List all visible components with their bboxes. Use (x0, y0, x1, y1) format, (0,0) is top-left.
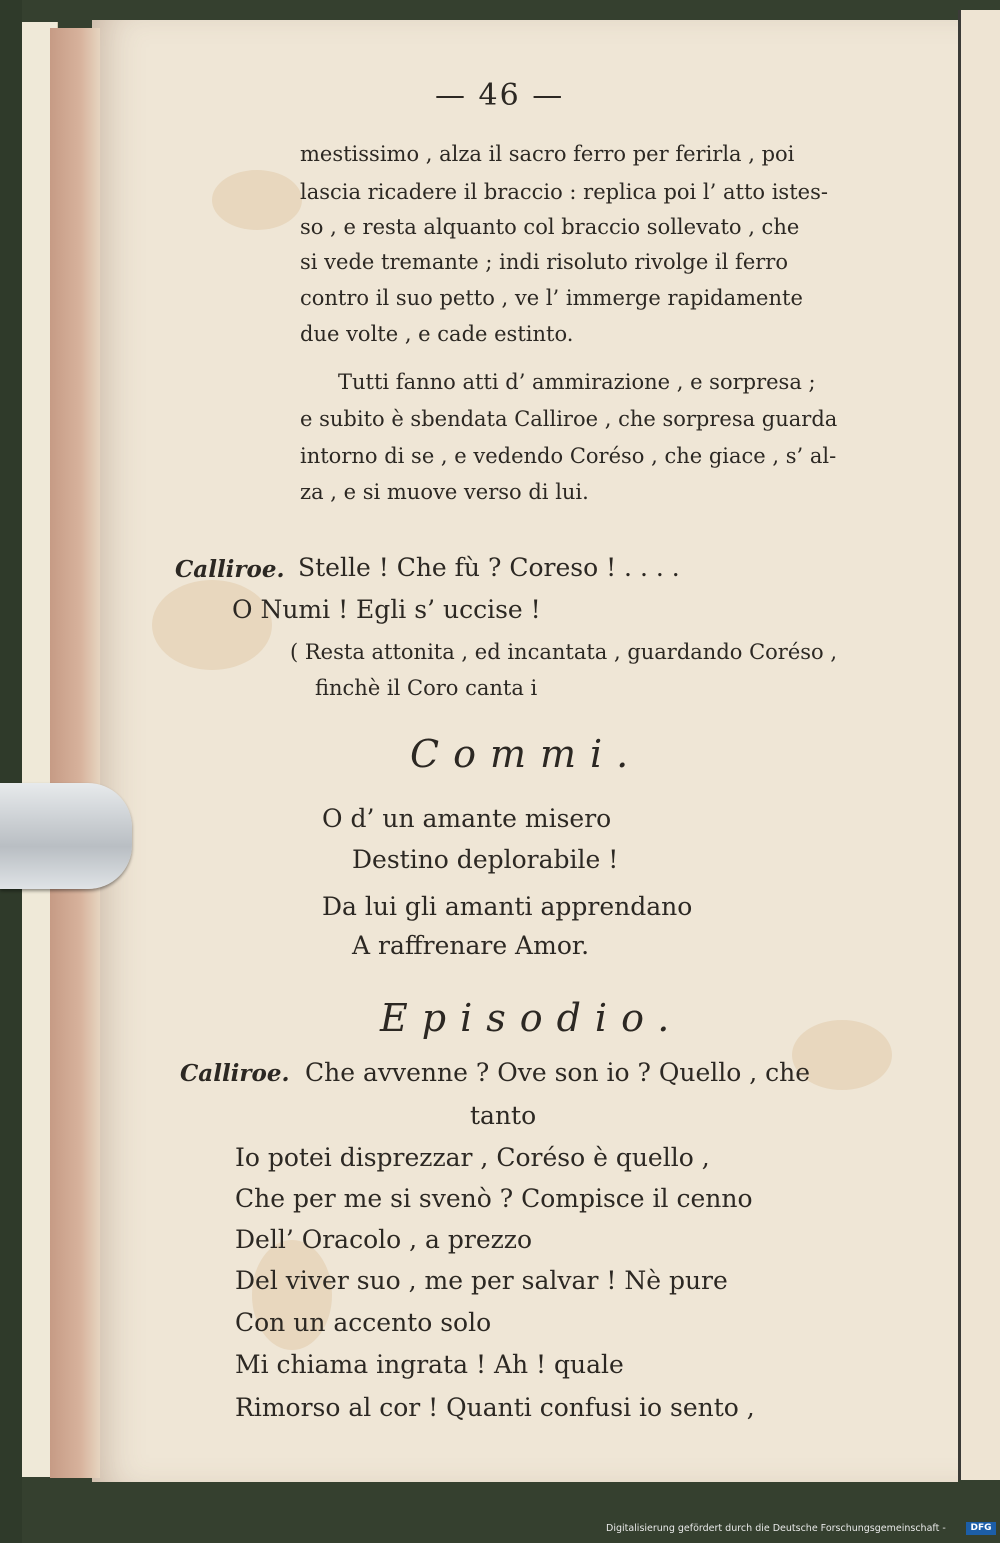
paragraph-line: si vede tremante ; indi risoluto rivolge il ferro (300, 250, 788, 274)
paragraph-line: contro il suo petto , ve l’ immerge rapidamente (300, 286, 803, 310)
stage-direction: ( Resta attonita , ed incantata , guardando Coréso , (290, 640, 838, 664)
page-number: — 46 — (435, 78, 565, 113)
paragraph-line: e subito è sbendata Calliroe , che sorpresa guarda (300, 407, 838, 431)
speaker-name: Calliroe. (180, 1060, 290, 1087)
verse-line: Che per me si svenò ? Compisce il cenno (235, 1184, 753, 1213)
paragraph-line: Tutti fanno atti d’ ammirazione , e sorpresa ; (338, 370, 816, 394)
verse-line: tanto (470, 1101, 537, 1130)
paragraph-line: mestissimo , alza il sacro ferro per ferirla , poi (300, 142, 795, 166)
verse-line: Del viver suo , me per salvar ! Nè pure (235, 1266, 728, 1295)
verse-line: Mi chiama ingrata ! Ah ! quale (235, 1350, 624, 1379)
chorus-line: Da lui gli amanti apprendano (322, 892, 693, 921)
chorus-line: O d’ un amante misero (322, 804, 612, 833)
verse-line: Dell’ Oracolo , a prezzo (235, 1225, 533, 1254)
speaker-name: Calliroe. (175, 556, 285, 583)
scan-background (0, 0, 22, 1543)
chorus-line: Destino deplorabile ! (352, 845, 619, 874)
section-heading: Commi. (410, 732, 643, 776)
verse-line: Con un accento solo (235, 1308, 492, 1337)
verse-line: Rimorso al cor ! Quanti confusi io sento , (235, 1393, 755, 1422)
paper-stain (152, 580, 272, 670)
verse-line: Stelle ! Che fù ? Coreso ! . . . . (298, 553, 680, 582)
page-gutter-shadow (50, 28, 100, 1478)
paragraph-line: so , e resta alquanto col braccio sollevato , che (300, 215, 800, 239)
verse-line: Che avvenne ? Ove son io ? Quello , che (305, 1058, 811, 1087)
facing-page-sliver (958, 10, 1000, 1480)
paragraph-line: za , e si muove verso di lui. (300, 480, 589, 504)
digitization-credit: Digitalisierung gefördert durch die Deutsche Forschungsgemeinschaft - (606, 1523, 946, 1534)
paragraph-line: lascia ricadere il braccio : replica poi l’ atto istes- (300, 180, 828, 204)
paragraph-line: due volte , e cade estinto. (300, 322, 574, 346)
dfg-logo: DFG (966, 1522, 996, 1535)
paragraph-line: intorno di se , e vedendo Coréso , che giace , s’ al- (300, 444, 837, 468)
paper-stain (212, 170, 302, 230)
verse-line: Io potei disprezzar , Coréso è quello , (235, 1143, 710, 1172)
verse-line: O Numi ! Egli s’ uccise ! (232, 595, 541, 624)
section-heading: Episodio. (380, 996, 684, 1040)
chorus-line: A raffrenare Amor. (352, 931, 590, 960)
stage-direction: finchè il Coro canta i (315, 676, 538, 700)
bookmark-tab (0, 783, 132, 889)
